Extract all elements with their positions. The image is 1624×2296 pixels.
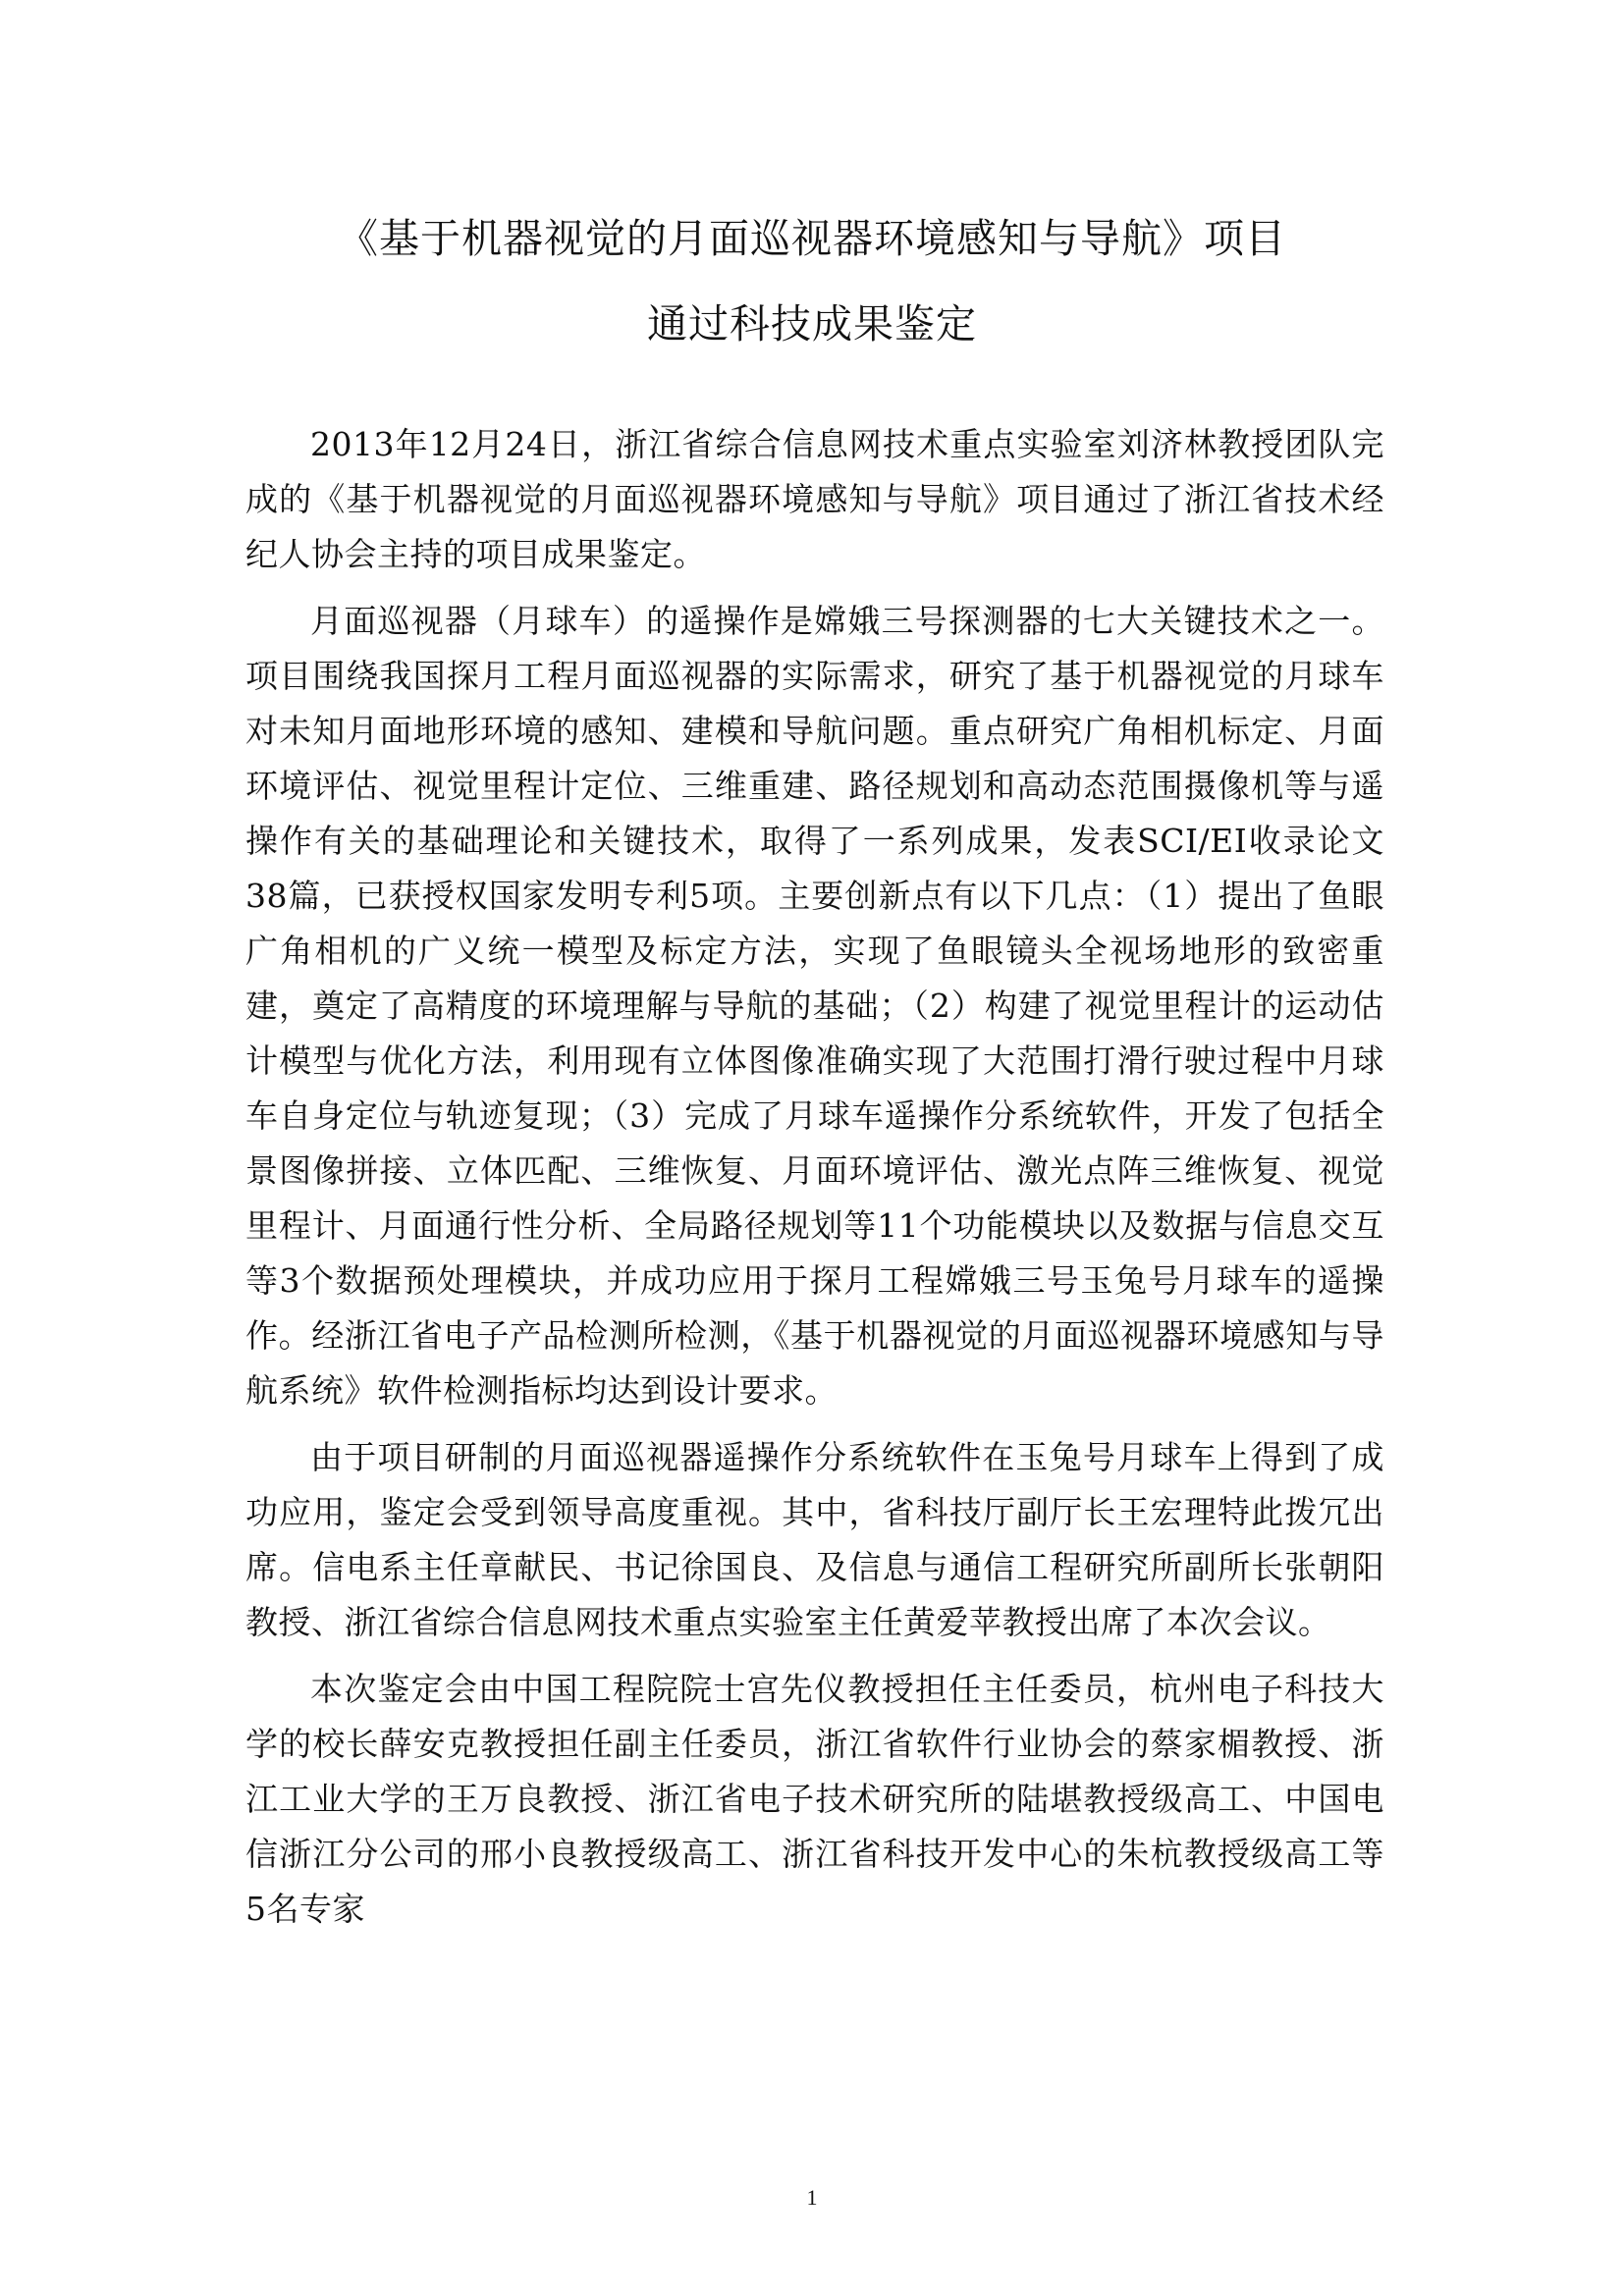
paragraph-2: 月面巡视器（月球车）的遥操作是嫦娥三号探测器的七大关键技术之一。项目围绕我国探月工程月面巡视器的实际需求，研究了基于机器视觉的月球车对未知月面地形环境的感知、建模和导航问题。重点研究广角相机标定、月面环境评估、视觉里程计定位、三维重建、路径规划和高动态范围摄像机等与遥操作有关的基础理论和关键技术，取得了一系列成果，发表SCI/EI收录论文38篇，已获授权国家发明专利5项。主要创新点有以下几点：（1）提出了鱼眼广角相机的广义统一模型及标定方法，实现了鱼眼镜头全视场地形的致密重建，奠定了高精度的环境理解与导航的基础；（2）构建了视觉里程计的运动估计模型与优化方法，利用现有立体图像准确实现了大范围打滑行驶过程中月球车自身定位与轨迹复现；（3）完成了月球车遥操作分系统软件，开发了包括全景图像拼接、立体匹配、三维恢复、月面环境评估、激光点阵三维恢复、视觉里程计、月面通行性分析、全局路径规划等11个功能模块以及数据与信息交互等3个数据预处理模块，并成功应用于探月工程嫦娥三号玉兔号月球车的遥操作。经浙江省电子产品检测所检测，《基于机器视觉的月面巡视器环境感知与导航系统》软件检测指标均达到设计要求。 [245, 602, 1384, 1410]
page-number: 1 [806, 2185, 818, 2210]
paragraph-4: 本次鉴定会由中国工程院院士宫先仪教授担任主任委员，杭州电子科技大学的校长薛安克教授担任副主任委员，浙江省软件行业协会的蔡家楣教授、浙江工业大学的王万良教授、浙江省电子技术研究所的陆堪教授级高工、中国电信浙江分公司的邢小良教授级高工、浙江省科技开发中心的朱杭教授级高工等5名专家 [245, 1670, 1384, 1928]
document-title-line-2: 通过科技成果鉴定 [647, 300, 977, 347]
paragraph-1: 2013年12月24日，浙江省综合信息网技术重点实验室刘济林教授团队完成的《基于机器视觉的月面巡视器环境感知与导航》项目通过了浙江省技术经纪人协会主持的项目成果鉴定。 [245, 425, 1384, 573]
document-body [245, 417, 1384, 1949]
paragraph-3: 由于项目研制的月面巡视器遥操作分系统软件在玉兔号月球车上得到了成功应用，鉴定会受到领导高度重视。其中，省科技厅副厅长王宏理特此拨冗出席。信电系主任章献民、书记徐国良、及信息与通信工程研究所副所长张朝阳教授、浙江省综合信息网技术重点实验室主任黄爱苹教授出席了本次会议。 [245, 1438, 1384, 1641]
document-title-line-1: 《基于机器视觉的月面巡视器环境感知与导航》项目 [338, 215, 1286, 262]
